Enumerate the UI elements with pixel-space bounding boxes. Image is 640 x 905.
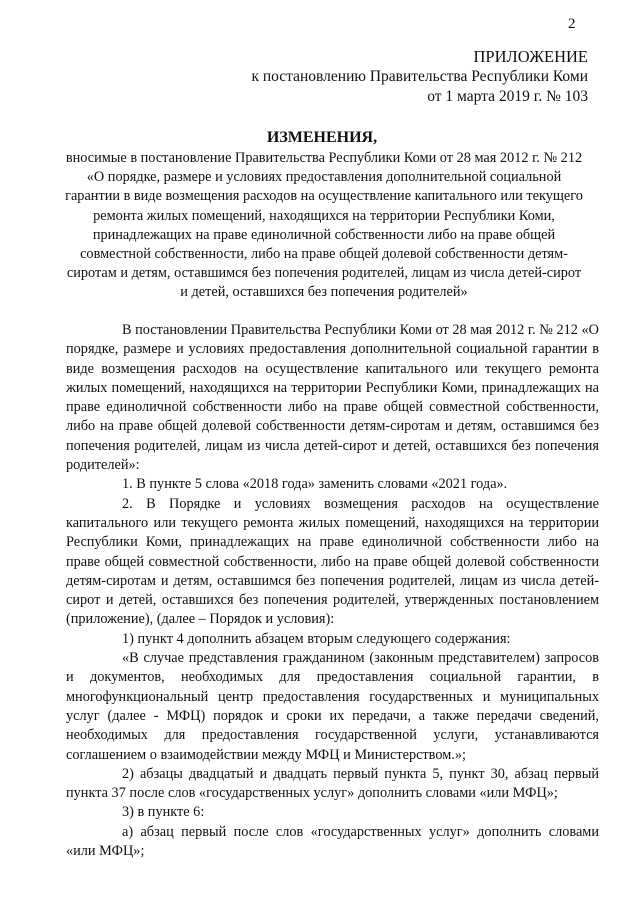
document-heading: ИЗМЕНЕНИЯ,	[266, 129, 378, 146]
document-body	[66, 321, 599, 861]
appendix-date-line: от 1 марта 2019 г. № 103	[427, 88, 588, 105]
paragraph: В постановлении Правительства Республики Коми от 28 мая 2012 г. № 212 «О порядке, размере и условиях предоставления дополнительной социальной гарантии в виде возмещения расходов на осуществление капитального или текущего ремонта жилых помещений, находящихся на территории Республики Коми, принадлежащих на праве единоличной собственности либо на праве общей совместной собственности, либо на праве общей долевой собственности детям-сиротам и детям, оставшимся без попечения родителей, лицам из числа детей-сирот и детей, оставшихся без попечения родителей»:	[66, 322, 599, 474]
paragraph: 2. В Порядке и условиях возмещения расходов на осуществление капитального или текущего ремонта жилых помещений, находящихся на территории Республики Коми, принадлежащих на праве единоличной собственности либо на праве общей совместной собственности, либо на праве общей долевой собственности детям-сиротам и детям, оставшимся без попечения родителей, лицам из числа детей-сирот и детей, оставшихся без попечения родителей, утвержденных постановлением (приложение), (далее – Порядок и условия):	[66, 495, 599, 628]
page-number: 2	[568, 16, 576, 32]
appendix-block	[230, 47, 588, 107]
paragraph: 2) абзацы двадцатый и двадцать первый пункта 5, пункт 30, абзац первый пункта 37 после слов «государственных услуг» дополнить словами «или МФЦ»;	[66, 765, 599, 802]
paragraph: «В случае представления гражданином (законным представителем) запросов и документов, необходимых для предоставления социальной гарантии, в многофункциональный центр предоставления государственных и муниципальных услуг (далее - МФЦ) порядок и сроки их передачи, а также передачи сведений, необходимых для предоставления государственной услуги, устанавливаются соглашением о взаимодействии между МФЦ и Министерством.»;	[66, 650, 599, 763]
appendix-line: к постановлению Правительства Республики Коми	[251, 68, 588, 85]
paragraph: 1) пункт 4 дополнить абзацем вторым следующего содержания:	[122, 630, 511, 647]
paragraph: а) абзац первый после слов «государственных услуг» дополнить словами «или МФЦ»;	[66, 823, 599, 860]
document-subtitle: вносимые в постановление Правительства Республики Коми от 28 мая 2012 г. № 212 «О порядке, размере и условиях предоставления дополнительной социальной гарантии в виде возмещения расходов на осуществление капитального или текущего ремонта жилых помещений, находящихся на территории Республики Коми, принадлежащих на праве единоличной собственности либо на праве общей совместной собственности, либо на праве общей долевой собственности детям-сиротам и детям, оставшимся без попечения родителей, лицам из числа детей-сирот и детей, оставшихся без попечения родителей»	[65, 150, 583, 301]
appendix-title: ПРИЛОЖЕНИЕ	[473, 47, 588, 66]
paragraph: 3) в пункте 6:	[122, 804, 205, 821]
paragraph: 1. В пункте 5 слова «2018 года» заменить словами «2021 года».	[122, 476, 508, 493]
